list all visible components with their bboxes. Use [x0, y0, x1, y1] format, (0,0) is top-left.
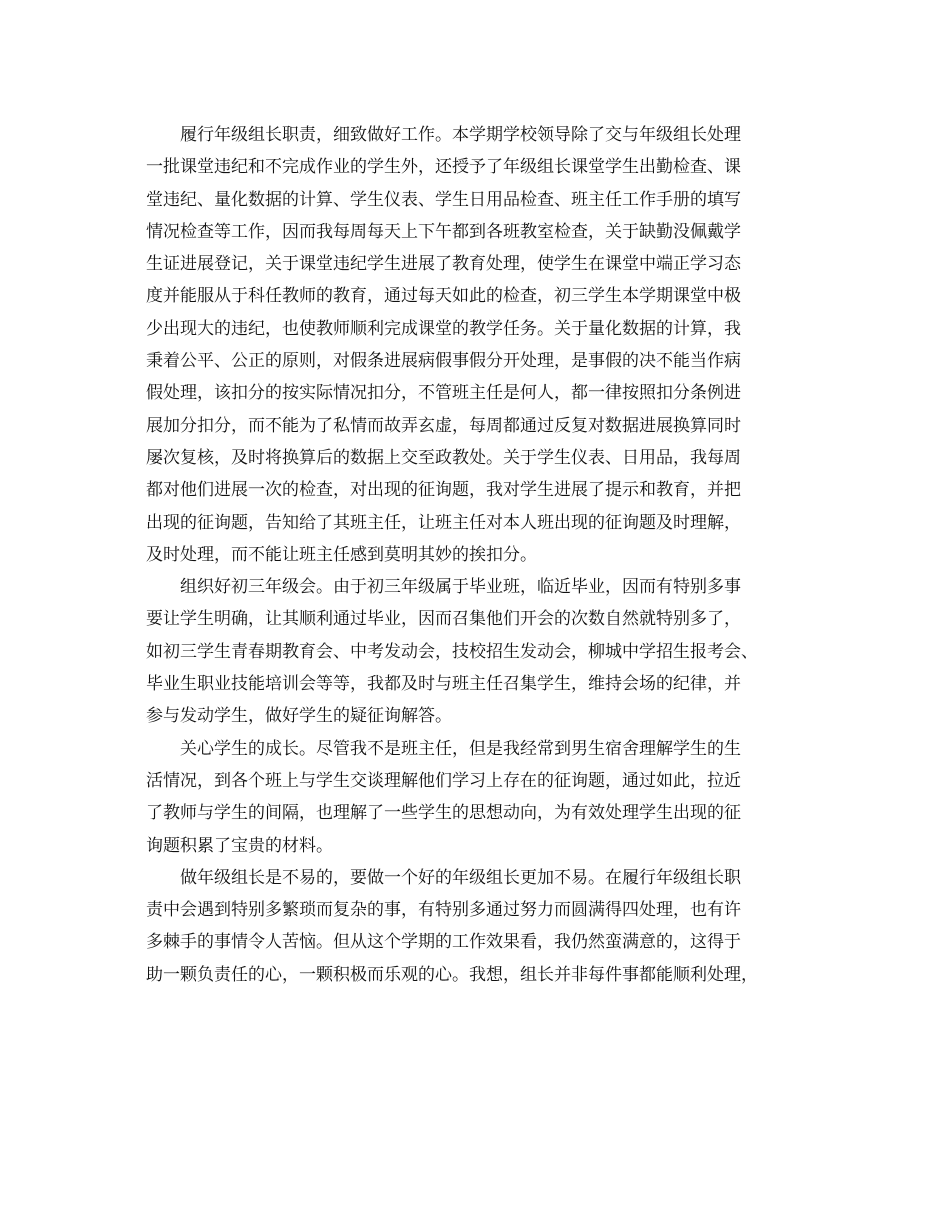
paragraph-line: 一批课堂违纪和不完成作业的学生外，还授予了年级组长课堂学生出勤检查、课: [146, 157, 741, 178]
paragraph: [146, 571, 810, 732]
paragraph-first-line: 履行年级组长职责，细致做好工作。本学期学校领导除了交与年级组长处理: [180, 125, 741, 145]
paragraph-line: 毕业生职业技能培训会等等，我都及时与班主任召集学生，维持会场的纪律，并: [146, 674, 741, 695]
paragraph-line: 多棘手的事情令人苦恼。但从这个学期的工作效果看，我仍然蛮满意的，这得于: [146, 932, 741, 953]
paragraph-first-line: 组织好初三年级会。由于初三年级属于毕业班，临近毕业，因而有特别多事: [180, 577, 741, 598]
paragraph-line: 出现的征询题，告知给了其班主任，让班主任对本人班出现的征询题及时理解，: [146, 512, 741, 533]
paragraph-first-line: 做年级组长是不易的，要做一个好的年级组长更加不易。在履行年级组长职: [180, 867, 741, 888]
paragraph-line: 堂违纪、量化数据的计算、学生仪表、学生日用品检查、班主任工作手册的填写: [146, 189, 741, 210]
paragraph-line: 参与发动学生，做好学生的疑征询解答。: [146, 706, 452, 727]
paragraph-line: 询题积累了宝贵的材料。: [146, 835, 333, 856]
paragraph-line: 助一颗负责任的心，一颗积极而乐观的心。我想，组长并非每件事都能顺利处理，: [146, 964, 758, 985]
paragraph-line: 展加分扣分，而不能为了私情而故弄玄虚，每周都通过反复对数据进展换算同时: [146, 415, 741, 436]
paragraph-line: 屡次复核，及时将换算后的数据上交至政教处。关于学生仪表、日用品，我每周: [146, 447, 741, 468]
paragraph-first-line: 关心学生的成长。尽管我不是班主任，但是我经常到男生宿舍理解学生的生: [180, 738, 741, 759]
paragraph-line: 要让学生明确，让其顺利通过毕业，因而召集他们开会的次数自然就特别多了，: [146, 609, 741, 630]
paragraph-line: 如初三学生青春期教育会、中考发动会，技校招生发动会，柳城中学招生报考会、: [146, 641, 758, 662]
paragraph-line: 生证进展登记，关于课堂违纪学生进展了教育处理，使学生在课堂中端正学习态: [146, 254, 741, 275]
paragraph-line: 了教师与学生的间隔，也理解了一些学生的思想动向，为有效处理学生出现的征: [146, 803, 741, 824]
paragraph-line: 情况检查等工作，因而我每周每天上下午都到各班教室检查，关于缺勤没佩戴学: [146, 221, 741, 242]
paragraph: [146, 733, 810, 862]
paragraph-line: 假处理，该扣分的按实际情况扣分，不管班主任是何人，都一律按照扣分条例进: [146, 383, 741, 404]
paragraph-line: 都对他们进展一次的检查，对出现的征询题，我对学生进展了提示和教育，并把: [146, 480, 741, 501]
paragraph-line: 秉着公平、公正的原则，对假条进展病假事假分开处理，是事假的决不能当作病: [146, 351, 741, 372]
paragraph: [146, 862, 810, 991]
paragraph-line: 少出现大的违纪，也使教师顺利完成课堂的教学任务。关于量化数据的计算，我: [146, 318, 741, 339]
paragraph-line: 责中会遇到特别多繁琐而复杂的事，有特别多通过努力而圆满得四处理，也有许: [146, 900, 741, 921]
paragraph-line: 活情况，到各个班上与学生交谈理解他们学习上存在的征询题，通过如此，拉近: [146, 770, 741, 791]
paragraph-line: 度并能服从于科任教师的教育，通过每天如此的检查，初三学生本学期课堂中极: [146, 286, 741, 307]
document-body: [146, 119, 810, 991]
paragraph-line: 及时处理，而不能让班主任感到莫明其妙的挨扣分。: [146, 544, 537, 565]
paragraph: [146, 119, 810, 571]
